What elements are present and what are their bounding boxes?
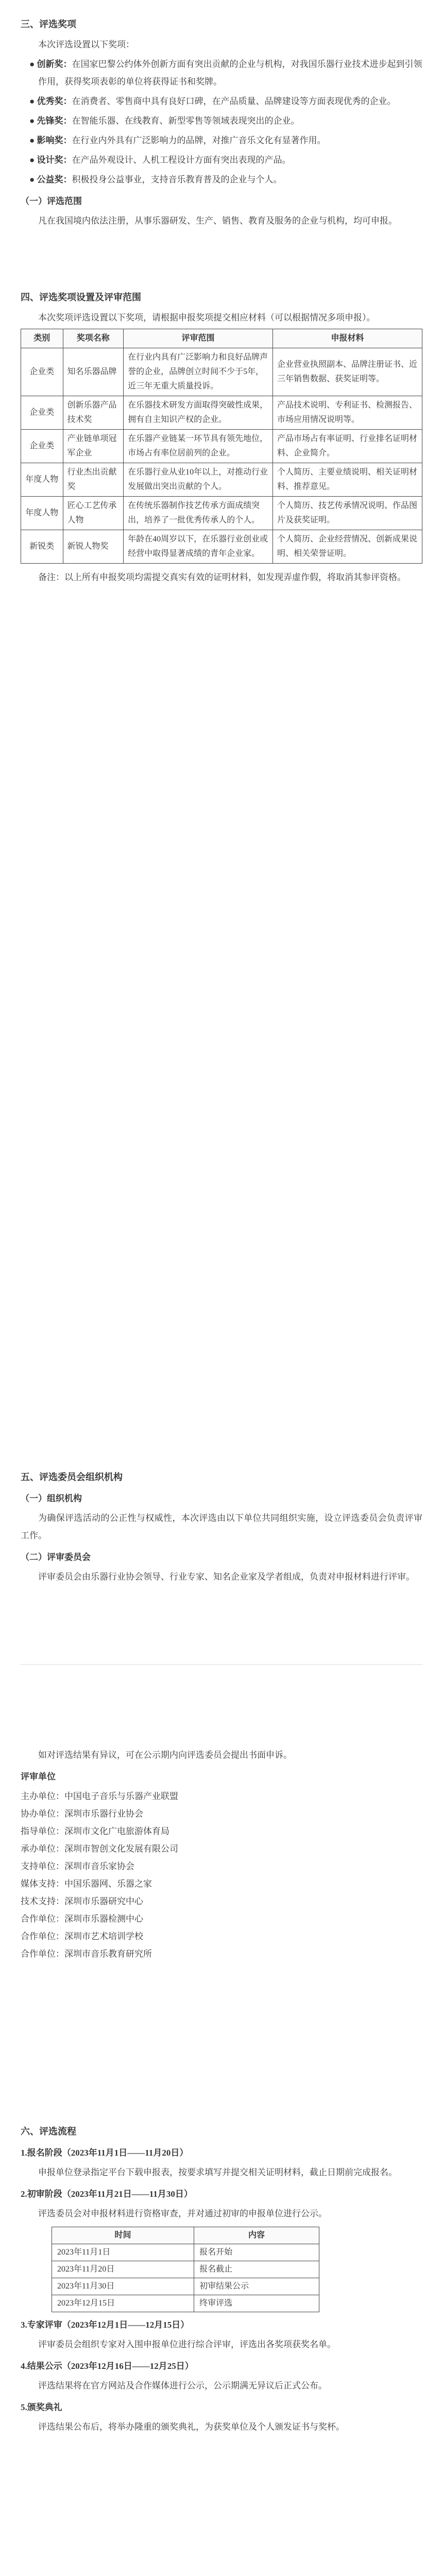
table-cell: 企业类 — [21, 396, 63, 430]
section-awards — [21, 15, 422, 232]
table-cell: 2023年12月15日 — [52, 2295, 194, 2312]
award-item-name: 优秀奖： — [37, 96, 72, 106]
table-header: 评审范围 — [124, 329, 273, 348]
table-row — [52, 2261, 319, 2278]
table-cell: 终审评选 — [194, 2295, 319, 2312]
table-cell: 2023年11月20日 — [52, 2261, 194, 2278]
subsection-title: （一）组织机构 — [21, 1494, 82, 1503]
section-organization — [21, 1468, 422, 1588]
award-item: ● 创新奖：在国家巴黎公约体外创新方面有突出贡献的企业与机构，对我国乐器行业技术进步起到引领作用，获得奖项表彰的单位将获得证书和奖牌。 — [29, 59, 422, 87]
unit-item: 承办单位：深圳市智创文化发展有限公司 — [21, 1844, 178, 1854]
subsection-title: （二）评审委员会 — [21, 1552, 91, 1562]
table-cell: 报名截止 — [194, 2261, 319, 2278]
table-cell: 初审结果公示 — [194, 2278, 319, 2295]
table-cell: 创新乐器产品技术奖 — [63, 396, 124, 430]
award-item-text: 在行业内外具有广泛影响力的品牌，对推广音乐文化有显著作用。 — [72, 135, 326, 145]
table-header: 申报材料 — [273, 329, 422, 348]
step-title: 3.专家评审（2023年12月1日——12月15日） — [21, 2320, 190, 2330]
subsection-title: 评审单位 — [21, 1772, 56, 1782]
step-text: 评审委员会组织专家对入围申报单位进行综合评审，评选出各奖项获奖名单。 — [38, 2340, 336, 2349]
divider — [21, 1664, 422, 1665]
paragraph: 评审委员会由乐器行业协会领导、行业专家、知名企业家及学者组成，负责对申报材料进行评审。 — [38, 1572, 415, 1582]
table-cell: 企业类 — [21, 430, 63, 463]
award-item-text: 在产品外观设计、人机工程设计方面有突出表现的产品。 — [72, 155, 291, 165]
paragraph: 为确保评选活动的公正性与权威性，本次评选由以下单位共同组织实施，设立评选委员会负责评审工作。 — [21, 1513, 422, 1540]
table-cell: 匠心工艺传承人物 — [63, 497, 124, 530]
unit-item: 主办单位：中国电子音乐与乐器产业联盟 — [21, 1791, 178, 1801]
award-item-text: 在国家巴黎公约体外创新方面有突出贡献的企业与机构，对我国乐器行业技术进步起到引领作用，获得奖项表彰的单位将获得证书和奖牌。 — [38, 59, 422, 87]
paragraph: 如对评选结果有异议，可在公示期内向评选委员会提出书面申诉。 — [38, 1750, 292, 1760]
unit-item: 媒体支持：中国乐器网、乐器之家 — [21, 1879, 152, 1889]
table-cell: 年龄在40周岁以下，在乐器行业创业或经营中取得显著成绩的青年企业家。 — [124, 530, 273, 564]
step-text: 评选委员会对申报材料进行资格审查，并对通过初审的申报单位进行公示。 — [38, 2209, 327, 2218]
section-title: 三、评选奖项 — [21, 19, 76, 29]
table-cell: 个人简历、技艺传承情况说明、作品图片及获奖证明。 — [273, 497, 422, 530]
table-row — [21, 430, 422, 463]
table-header: 时间 — [52, 2227, 194, 2244]
table-row — [21, 497, 422, 530]
table-header: 内容 — [194, 2227, 319, 2244]
paragraph: 本次评选设置以下奖项： — [38, 40, 134, 49]
section-process — [21, 2123, 422, 2438]
table-cell: 知名乐器品牌 — [63, 348, 124, 396]
table-row — [52, 2278, 319, 2295]
table-cell: 2023年11月1日 — [52, 2244, 194, 2261]
paragraph: 本次奖项评选设置以下奖项，请根据申报奖项提交相应材料（可以根据情况多项申报）。 — [38, 313, 376, 323]
section-title: 四、评选奖项设置及评审范围 — [21, 292, 141, 302]
paragraph: 凡在我国境内依法注册，从事乐器研发、生产、销售、教育及服务的企业与机构，均可申报。 — [38, 216, 397, 226]
step-text: 评选结果将在官方网站及合作媒体进行公示，公示期满无异议后正式公布。 — [38, 2381, 327, 2391]
table-cell: 年度人物 — [21, 497, 63, 530]
award-item-name: 设计奖： — [37, 155, 72, 165]
table-cell: 年度人物 — [21, 463, 63, 497]
unit-item: 支持单位：深圳市音乐家协会 — [21, 1861, 134, 1871]
unit-item: 合作单位：深圳市音乐教育研究所 — [21, 1949, 152, 1959]
table-cell: 在行业内具有广泛影响力和良好品牌声誉的企业，品牌创立时间不少于5年，近三年无重大质量投诉。 — [124, 348, 273, 396]
award-item-text: 积极投身公益事业，支持音乐教育普及的企业与个人。 — [72, 175, 282, 184]
table-cell: 企业营业执照副本、品牌注册证书、近三年销售数据、获奖证明等。 — [273, 348, 422, 396]
unit-item: 合作单位：深圳市乐器检测中心 — [21, 1914, 143, 1924]
step-text: 评选结果公布后，将举办隆重的颁奖典礼，为获奖单位及个人颁发证书与奖杯。 — [38, 2422, 345, 2432]
table-header: 类别 — [21, 329, 63, 348]
table-row — [21, 463, 422, 497]
table-cell: 产业链单项冠军企业 — [63, 430, 124, 463]
table-row — [52, 2244, 319, 2261]
section-title: 六、评选流程 — [21, 2126, 76, 2137]
award-item-name: 影响奖： — [37, 135, 72, 145]
award-item-name: 创新奖： — [37, 59, 72, 69]
award-item: ● 影响奖：在行业内外具有广泛影响力的品牌，对推广音乐文化有显著作用。 — [29, 135, 326, 145]
step-text: 申报单位登录指定平台下载申报表，按要求填写并提交相关证明材料，截止日期前完成报名。 — [38, 2167, 397, 2177]
award-table — [21, 329, 422, 564]
table-cell: 在乐器技术研发方面取得突破性成果，拥有自主知识产权的企业。 — [124, 396, 273, 430]
table-cell: 行业杰出贡献奖 — [63, 463, 124, 497]
table-cell: 企业类 — [21, 348, 63, 396]
unit-item: 协办单位：深圳市乐器行业协会 — [21, 1809, 143, 1819]
schedule-table — [52, 2227, 319, 2312]
section-title: 五、评选委员会组织机构 — [21, 1472, 123, 1482]
unit-item: 合作单位：深圳市艺术培训学校 — [21, 1931, 143, 1941]
table-cell: 在乐器产业链某一环节具有领先地位，市场占有率位居前列的企业。 — [124, 430, 273, 463]
table-row — [21, 348, 422, 396]
table-cell: 产品市场占有率证明、行业排名证明材料、企业简介。 — [273, 430, 422, 463]
section-award-settings — [21, 289, 422, 588]
table-row — [21, 396, 422, 430]
table-header: 奖项名称 — [63, 329, 124, 348]
award-item-text: 在智能乐器、在线教育、新型零售等领域表现突出的企业。 — [72, 116, 300, 126]
unit-item: 指导单位：深圳市文化广电旅游体育局 — [21, 1826, 169, 1836]
step-title: 2.初审阶段（2023年11月21日——11月30日） — [21, 2189, 193, 2199]
unit-item: 技术支持：深圳市乐器研究中心 — [21, 1896, 143, 1906]
step-title: 1.报名阶段（2023年11月1日——11月20日） — [21, 2148, 189, 2158]
table-row — [21, 530, 422, 564]
table-cell: 新锐类 — [21, 530, 63, 564]
table-cell: 在传统乐器制作技艺传承方面成绩突出，培养了一批优秀传承人的个人。 — [124, 497, 273, 530]
table-note: 备注：以上所有申报奖项均需提交真实有效的证明材料，如发现弄虚作假，将取消其参评资格。 — [38, 572, 406, 582]
table-cell: 个人简历、企业经营情况、创新成果说明、相关荣誉证明。 — [273, 530, 422, 564]
table-cell: 2023年11月30日 — [52, 2278, 194, 2295]
award-item: ● 先锋奖：在智能乐器、在线教育、新型零售等领域表现突出的企业。 — [29, 116, 300, 126]
award-item-name: 先锋奖： — [37, 116, 72, 126]
step-title: 4.结果公示（2023年12月16日——12月25日） — [21, 2361, 194, 2371]
table-cell: 产品技术说明、专利证书、检测报告、市场应用情况说明等。 — [273, 396, 422, 430]
section-organization-cont — [21, 1747, 422, 1963]
table-cell: 在乐器行业从业10年以上，对推动行业发展做出突出贡献的个人。 — [124, 463, 273, 497]
step-title: 5.颁奖典礼 — [21, 2402, 62, 2412]
table-cell: 报名开始 — [194, 2244, 319, 2261]
subsection-title: （一）评选范围 — [21, 196, 82, 206]
award-item: ● 优秀奖：在消费者、零售商中具有良好口碑，在产品质量、品牌建设等方面表现优秀的企业。 — [29, 96, 396, 106]
award-item: ● 设计奖：在产品外观设计、人机工程设计方面有突出表现的产品。 — [29, 155, 291, 165]
award-item-name: 公益奖： — [37, 175, 72, 184]
award-item: ● 公益奖：积极投身公益事业，支持音乐教育普及的企业与个人。 — [29, 175, 282, 184]
table-cell: 个人简历、主要业绩说明、相关证明材料、推荐意见。 — [273, 463, 422, 497]
table-row — [52, 2295, 319, 2312]
award-item-text: 在消费者、零售商中具有良好口碑，在产品质量、品牌建设等方面表现优秀的企业。 — [72, 96, 396, 106]
table-cell: 新锐人物奖 — [63, 530, 124, 564]
